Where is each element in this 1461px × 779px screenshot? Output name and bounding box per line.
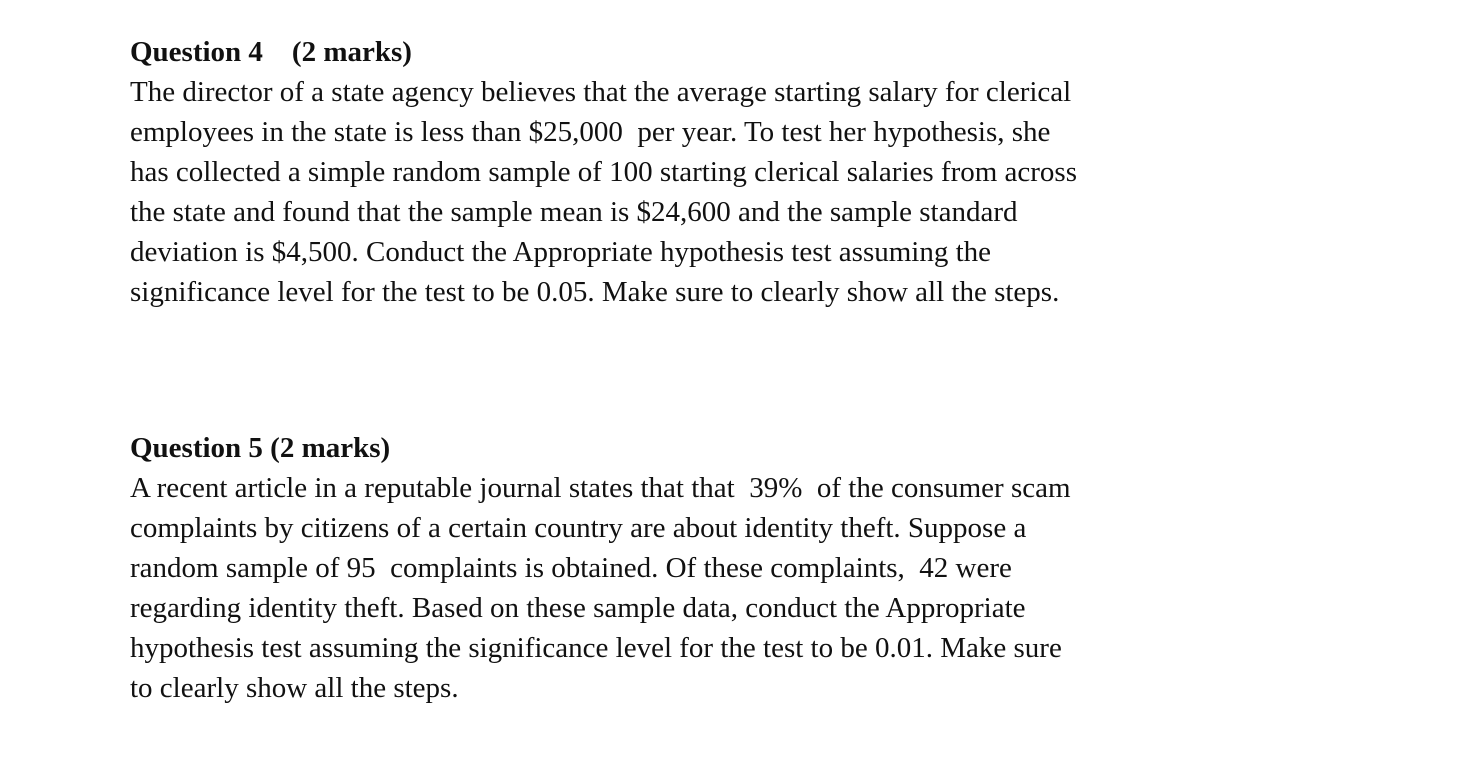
question-text-line: The director of a state agency believes that the average starting salary for clerical: [130, 76, 1072, 108]
question-text-line: to clearly show all the steps.: [130, 672, 459, 704]
question-text-line: random sample of 95 complaints is obtained. Of these complaints, 42 were: [130, 552, 1012, 584]
question-text-line: has collected a simple random sample of 100 starting clerical salaries from across: [130, 156, 1078, 188]
question-text-line: employees in the state is less than $25,000 per year. To test her hypothesis, she: [130, 116, 1051, 148]
question-5: [130, 428, 1330, 708]
question-text-line: hypothesis test assuming the significance level for the test to be 0.01. Make sure: [130, 632, 1062, 664]
question-4: [130, 32, 1330, 312]
question-text-line: the state and found that the sample mean is $24,600 and the sample standard: [130, 196, 1018, 228]
question-text-line: significance level for the test to be 0.05. Make sure to clearly show all the steps.: [130, 276, 1060, 308]
question-text-line: A recent article in a reputable journal states that that 39% of the consumer scam: [130, 472, 1071, 504]
question-text-line: complaints by citizens of a certain country are about identity theft. Suppose a: [130, 512, 1027, 544]
question-text-line: deviation is $4,500. Conduct the Appropriate hypothesis test assuming the: [130, 236, 992, 268]
question-heading: Question 5 (2 marks): [130, 432, 391, 464]
question-heading: Question 4 (2 marks): [130, 36, 412, 68]
question-text-line: regarding identity theft. Based on these sample data, conduct the Appropriate: [130, 592, 1026, 624]
